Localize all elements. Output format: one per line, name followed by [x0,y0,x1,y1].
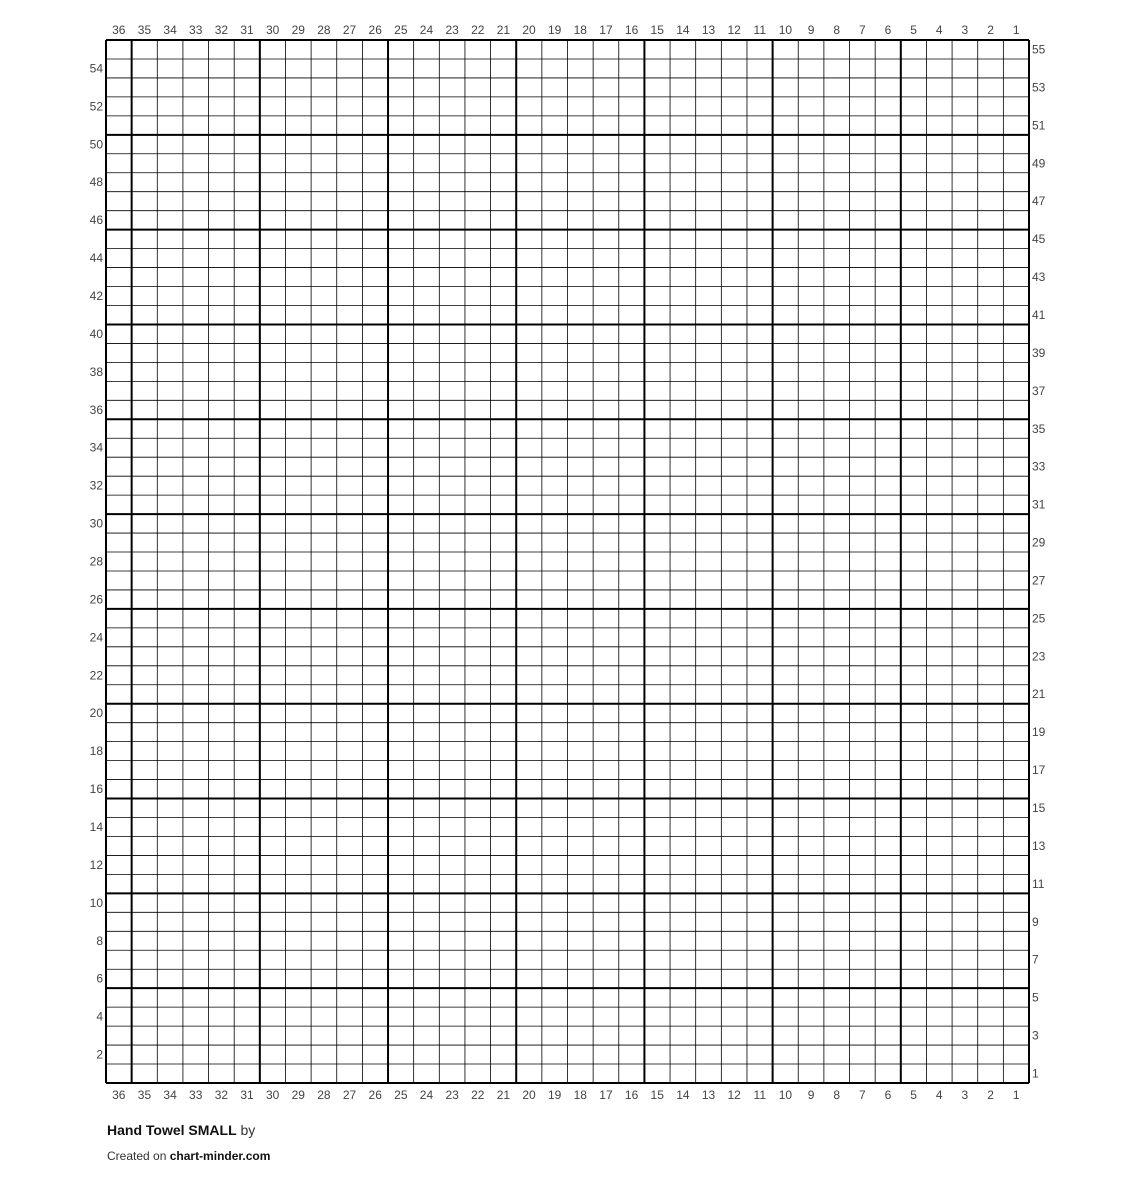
column-number-top: 28 [317,23,331,37]
column-number-bottom: 6 [884,1088,892,1102]
created-on-label: Created on [107,1149,167,1163]
column-number-top: 16 [624,23,639,37]
row-number-left: 40 [89,326,103,341]
row-number-left: 14 [89,819,103,834]
row-number-right: 37 [1032,383,1046,398]
row-number-left: 46 [89,213,103,228]
column-number-bottom: 12 [727,1088,741,1102]
row-number-right: 11 [1032,876,1045,891]
row-number-right: 25 [1032,611,1046,626]
column-number-bottom: 17 [599,1088,613,1102]
column-number-top: 2 [987,23,994,37]
row-number-right: 51 [1032,118,1046,133]
row-number-left: 2 [96,1047,103,1062]
row-number-right: 41 [1032,307,1046,322]
row-number-left: 44 [89,251,103,266]
column-number-bottom: 9 [807,1088,815,1102]
column-number-bottom: 11 [753,1088,767,1102]
column-number-top: 32 [214,23,229,37]
row-number-left: 8 [96,933,103,948]
column-number-top: 12 [727,23,741,37]
row-number-right: 35 [1032,421,1046,436]
column-number-bottom: 21 [496,1088,511,1102]
row-number-left: 20 [89,706,103,721]
column-number-bottom: 35 [137,1088,152,1102]
row-number-right: 3 [1032,1028,1039,1043]
column-number-top: 36 [112,23,126,37]
column-number-top: 34 [163,23,177,37]
row-number-left: 28 [89,554,103,569]
column-number-bottom: 30 [265,1088,280,1102]
row-number-right: 5 [1032,990,1039,1005]
column-number-bottom: 15 [650,1088,664,1102]
row-number-left: 36 [89,402,103,417]
column-number-top: 7 [859,23,866,37]
column-number-bottom: 22 [471,1088,485,1102]
row-number-left: 12 [89,857,103,872]
column-number-bottom: 33 [189,1088,203,1102]
chart-title: Hand Towel SMALL [107,1122,237,1138]
row-number-left: 30 [89,516,103,531]
column-number-top: 17 [599,23,613,37]
row-number-right: 17 [1032,763,1046,778]
row-number-left: 48 [89,175,103,190]
row-number-left: 26 [89,592,103,607]
column-number-top: 30 [265,23,280,37]
row-number-right: 33 [1032,459,1046,474]
column-number-bottom: 8 [833,1088,841,1102]
row-number-left: 50 [89,137,103,152]
column-number-top: 35 [137,23,152,37]
row-number-left: 38 [89,364,103,379]
row-number-right: 49 [1032,156,1046,171]
column-number-bottom: 32 [214,1088,229,1102]
chart-by: by [240,1122,256,1138]
row-number-right: 7 [1032,952,1039,967]
row-number-left: 54 [89,61,103,76]
column-number-top: 13 [701,23,716,37]
column-number-bottom: 25 [394,1088,408,1102]
column-number-bottom: 18 [573,1088,587,1102]
column-number-bottom: 2 [987,1088,994,1102]
row-number-right: 27 [1032,573,1046,588]
column-number-bottom: 36 [112,1088,126,1102]
column-number-top: 8 [833,23,841,37]
column-number-bottom: 19 [548,1088,562,1102]
column-number-bottom: 7 [859,1088,866,1102]
row-number-left: 34 [89,440,103,455]
column-number-top: 21 [496,23,511,37]
row-number-right: 31 [1032,497,1046,512]
column-number-bottom: 4 [935,1088,943,1102]
created-on-line [107,1149,270,1163]
row-number-right: 39 [1032,345,1046,360]
column-number-bottom: 31 [240,1088,254,1102]
column-number-bottom: 28 [317,1088,331,1102]
row-number-right: 1 [1032,1066,1039,1081]
column-number-top: 6 [884,23,892,37]
column-number-top: 4 [935,23,943,37]
row-number-left: 16 [89,782,103,797]
row-number-left: 4 [96,1009,103,1024]
column-number-bottom: 29 [291,1088,305,1102]
column-number-top: 15 [650,23,664,37]
column-number-bottom: 1 [1012,1088,1020,1102]
column-number-top: 20 [522,23,536,37]
column-number-bottom: 34 [163,1088,177,1102]
row-number-right: 21 [1032,687,1046,702]
row-number-left: 6 [96,971,103,986]
column-number-bottom: 13 [701,1088,716,1102]
row-number-right: 45 [1032,232,1046,247]
column-number-bottom: 10 [778,1088,793,1102]
row-number-right: 55 [1032,42,1046,57]
column-number-top: 5 [910,23,917,37]
row-number-left: 10 [89,895,103,910]
column-number-bottom: 14 [676,1088,690,1102]
column-number-bottom: 3 [961,1088,969,1102]
row-number-right: 47 [1032,194,1046,209]
site-link[interactable]: chart-minder.com [169,1149,271,1163]
row-number-right: 15 [1032,801,1046,816]
column-number-top: 29 [291,23,305,37]
column-number-top: 1 [1012,23,1020,37]
column-number-top: 11 [753,23,767,37]
column-number-top: 18 [573,23,587,37]
row-number-right: 9 [1032,914,1039,929]
row-number-left: 32 [89,478,103,493]
row-number-left: 24 [89,630,103,645]
row-number-right: 13 [1032,838,1046,853]
chart-title-line [107,1122,255,1138]
column-number-bottom: 26 [368,1088,382,1102]
column-number-top: 23 [445,23,459,37]
column-number-bottom: 16 [624,1088,639,1102]
column-number-top: 9 [807,23,815,37]
column-number-top: 27 [342,23,357,37]
column-number-bottom: 27 [342,1088,357,1102]
row-number-left: 52 [89,99,103,114]
row-number-left: 42 [89,289,103,304]
column-number-top: 3 [961,23,969,37]
column-number-top: 33 [189,23,203,37]
column-number-top: 22 [471,23,485,37]
column-number-top: 26 [368,23,382,37]
column-number-bottom: 5 [910,1088,917,1102]
row-number-right: 43 [1032,270,1046,285]
column-number-bottom: 20 [522,1088,536,1102]
row-number-right: 19 [1032,725,1046,740]
row-number-left: 18 [89,744,103,759]
column-number-top: 31 [240,23,254,37]
row-number-right: 53 [1032,80,1046,95]
column-number-top: 25 [394,23,408,37]
column-number-top: 10 [778,23,793,37]
column-number-top: 24 [419,23,434,37]
column-number-top: 14 [676,23,690,37]
column-number-top: 19 [548,23,562,37]
row-number-right: 23 [1032,649,1046,664]
column-number-bottom: 24 [419,1088,434,1102]
row-number-right: 29 [1032,535,1046,550]
row-number-left: 22 [89,668,103,683]
column-number-bottom: 23 [445,1088,459,1102]
